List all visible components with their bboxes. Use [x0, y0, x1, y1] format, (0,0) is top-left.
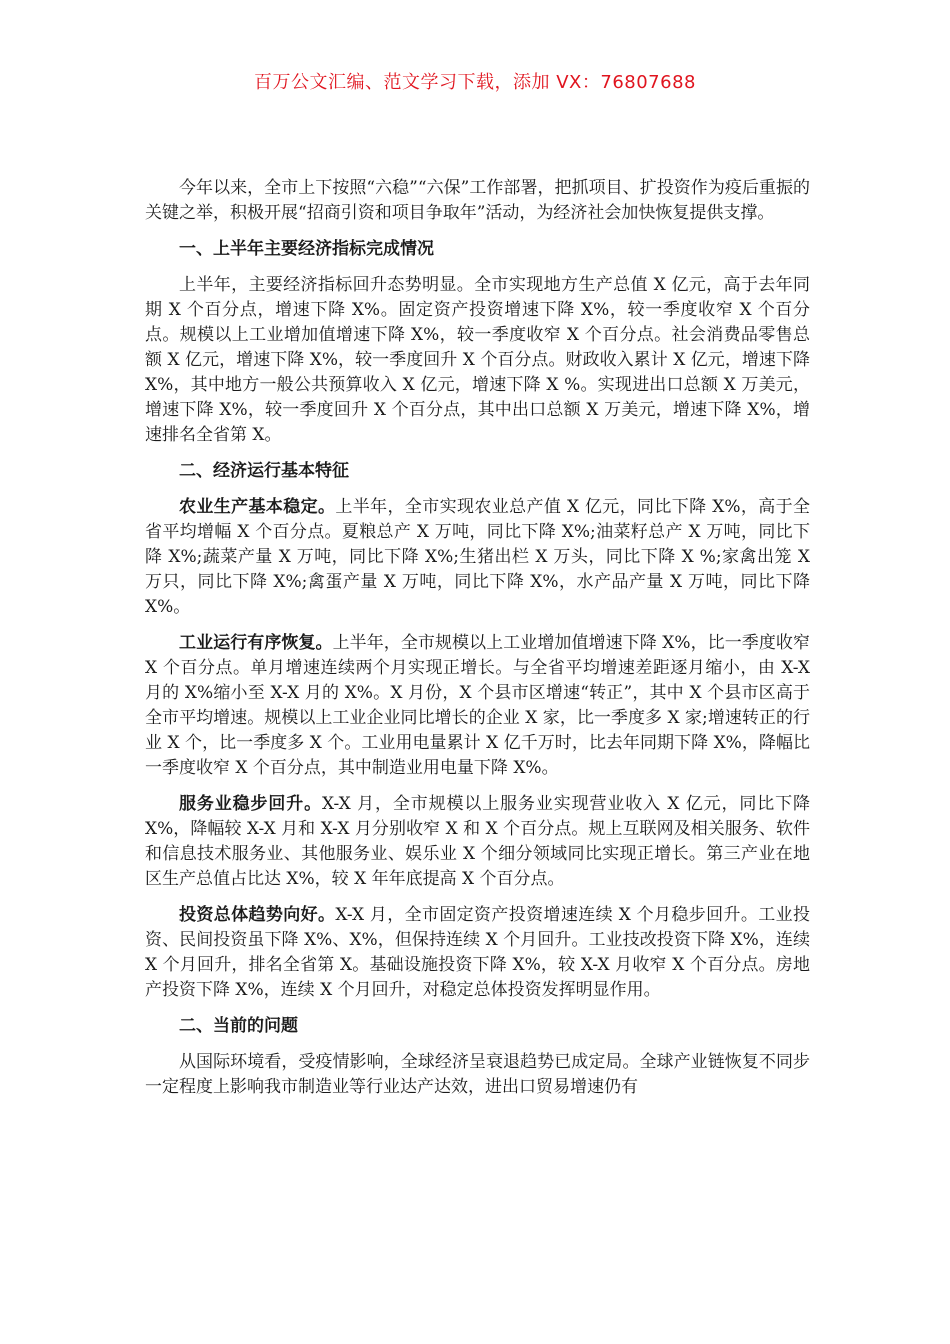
paragraph-text: 上半年，全市规模以上工业增加值增速下降 X%，比一季度收窄 X 个百分点。单月增速连续两个月实现正增长。与全省平均增速差距逐月缩小，由 X-X 月的 X%缩小至 X-X 月的 X%。X 月份，X 个县市区增速“转正”，其中 X 个县市区高于全市平均增速。规模以上工业企业同比增长的企业 X 家，比一季度多 X 家;增速转正的行业 X 个，比一季度多 X 个。工业用电量累计 X 亿千万时，比去年同期下降 X%，降幅比一季度收窄 X 个百分点，其中制造业用电量下降 X%。 — [145, 633, 810, 778]
section-heading-1: 一、上半年主要经济指标完成情况 — [179, 239, 434, 259]
paragraph-lead: 农业生产基本稳定。 — [179, 497, 336, 517]
document-body — [145, 176, 810, 1111]
investment-paragraph — [145, 903, 810, 1003]
industry-paragraph — [145, 631, 810, 781]
section-heading-2: 二、经济运行基本特征 — [179, 461, 349, 481]
section-1-paragraph: 上半年，主要经济指标回升态势明显。全市实现地方生产总值 X 亿元，高于去年同期 X 个百分点，增速下降 X%。固定资产投资增速下降 X%，较一季度收窄 X 个百分点。规模以上工业增加值增速下降 X%，较一季度收窄 X 个百分点。社会消费品零售总额 X 亿元，增速下降 X%，较一季度回升 X 个百分点。财政收入累计 X 亿元，增速下降 X%，其中地方一般公共预算收入 X 亿元，增速下降 X %。实现进出口总额 X 万美元，增速下降 X%，较一季度回升 X 个百分点，其中出口总额 X 万美元，增速下降 X%，增速排名全省第 X。 — [145, 275, 810, 445]
paragraph-lead: 工业运行有序恢复。 — [179, 633, 333, 653]
paragraph-text: 上半年，全市实现农业总产值 X 亿元，同比下降 X%，高于全省平均增幅 X 个百分点。夏粮总产 X 万吨，同比下降 X%;油菜籽总产 X 万吨，同比下降 X%;蔬菜产量 X 万吨，同比下降 X%;生猪出栏 X 万头，同比下降 X %;家禽出笼 X 万只，同比下降 X%;禽蛋产量 X 万吨，同比下降 X%，水产品产量 X 万吨，同比下降 X%。 — [145, 497, 810, 617]
agriculture-paragraph — [145, 495, 810, 620]
paragraph-text: X-X 月，全市规模以上服务业实现营业收入 X 亿元，同比下降 X%，降幅较 X-X 月和 X-X 月分别收窄 X 和 X 个百分点。规上互联网及相关服务、软件和信息技术服务业、其他服务业、娱乐业 X 个细分领域同比实现正增长。第三产业在地区生产总值占比达 X%，较 X 年年底提高 X 个百分点。 — [145, 794, 810, 889]
section-3-paragraph: 从国际环境看，受疫情影响，全球经济呈衰退趋势已成定局。全球产业链恢复不同步一定程度上影响我市制造业等行业达产达效，进出口贸易增速仍有 — [145, 1052, 810, 1097]
header-banner: 百万公文汇编、范文学习下载，添加 VX：76807688 — [254, 72, 696, 93]
section-heading-3: 二、当前的问题 — [179, 1016, 298, 1036]
paragraph-lead: 服务业稳步回升。 — [179, 794, 323, 814]
paragraph-text: X-X 月，全市固定资产投资增速连续 X 个月稳步回升。工业投资、民间投资虽下降 X%、X%，但保持连续 X 个月回升。工业技改投资下降 X%，连续 X 个月回升，排名全省第 X。基础设施投资下降 X%，较 X-X 月收窄 X 个百分点。房地产投资下降 X%，连续 X 个月回升，对稳定总体投资发挥明显作用。 — [145, 905, 810, 1000]
intro-paragraph: 今年以来，全市上下按照“六稳”“六保”工作部署，把抓项目、扩投资作为疫后重振的关键之举，积极开展“招商引资和项目争取年”活动，为经济社会加快恢复提供支撑。 — [145, 178, 810, 223]
services-paragraph — [145, 792, 810, 892]
paragraph-lead: 投资总体趋势向好。 — [179, 905, 336, 925]
